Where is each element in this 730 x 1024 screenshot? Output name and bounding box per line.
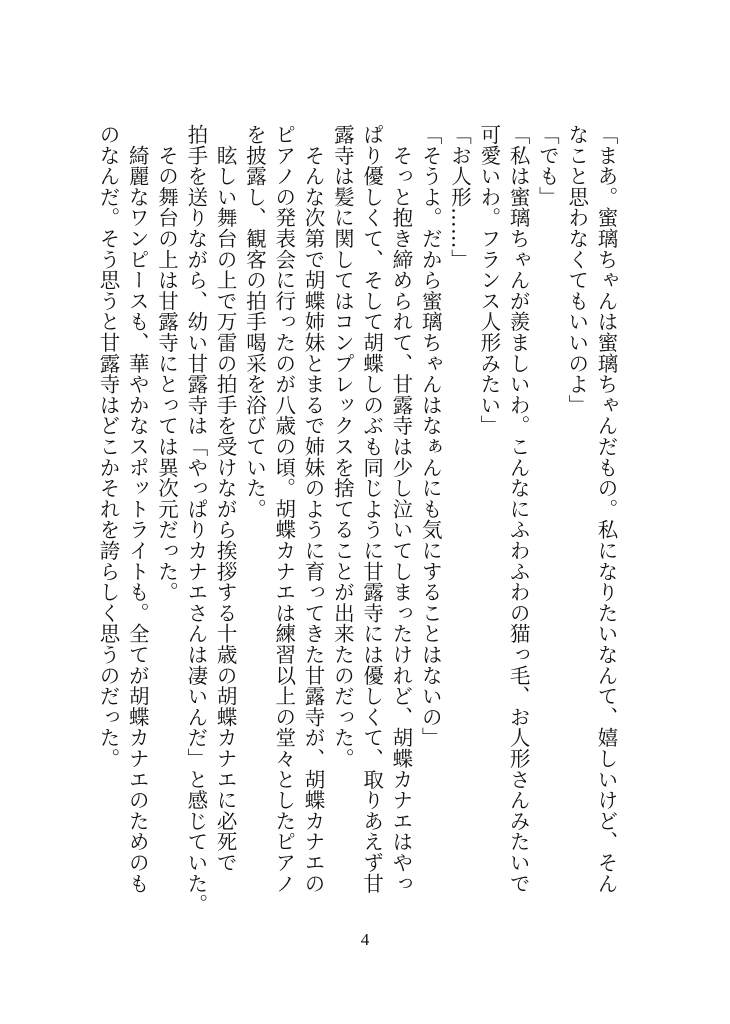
text-line: 「まあ。蜜璃ちゃんは蜜璃ちゃんだもの。私になりたいなんて、嬉しいけど、そん: [594, 124, 618, 894]
text-line: 「そうよ。だから蜜璃ちゃんはなぁんにも気にすることはないの」: [418, 124, 443, 748]
text-line: その舞台の上は甘露寺にとっては異次元だった。: [154, 124, 179, 603]
text-line: を披露し、観客の拍手喝采を浴びていた。: [242, 124, 267, 520]
text-line: そんな次第で胡蝶姉妹とまるで姉妹のように育ってきた甘露寺が、胡蝶カナエの: [301, 124, 326, 894]
text-line: 露寺は髪に関してはコンプレックスを捨てることが出来たのだった。: [330, 124, 355, 769]
text-line: そっと抱き締められて、甘露寺は少し泣いてしまったけれど、胡蝶カナエはやっ: [388, 124, 413, 894]
text-line: ぱり優しくて、そして胡蝶しのぶも同じように甘露寺には優しくて、取りあえず甘: [359, 124, 384, 894]
text-line: ピアノの発表会に行ったのが八歳の頃。胡蝶カナエは練習以上の堂々としたピアノ: [271, 124, 296, 894]
text-line: 綺麗なワンピースも、華やかなスポットライトも。全てが胡蝶カナエのためのも: [125, 124, 150, 894]
text-line: 眩しい舞台の上で万雷の拍手を受けながら挨拶する十歳の胡蝶カナエに必死で: [213, 124, 238, 873]
text-line: 「でも」: [535, 124, 560, 208]
text-line: 「お人形……」: [447, 124, 472, 270]
text-line: のなんだ。そう思うと甘露寺はどこかそれを誇らしく思うのだった。: [95, 124, 120, 769]
page-number: 4: [360, 930, 370, 949]
text-line: なこと思わなくてもいいのよ」: [564, 124, 589, 416]
vertical-text-body: [95, 124, 620, 924]
text-line: 「私は蜜璃ちゃんが羨ましいわ。こんなにふわふわの猫っ毛、お人形さんみたいで: [506, 124, 531, 894]
text-line: 拍手を送りながら、幼い甘露寺は「やっぱりカナエさんは凄いんだ」と感じていた。: [183, 124, 208, 915]
text-line: 可愛いわ。フランス人形みたい」: [476, 124, 501, 436]
